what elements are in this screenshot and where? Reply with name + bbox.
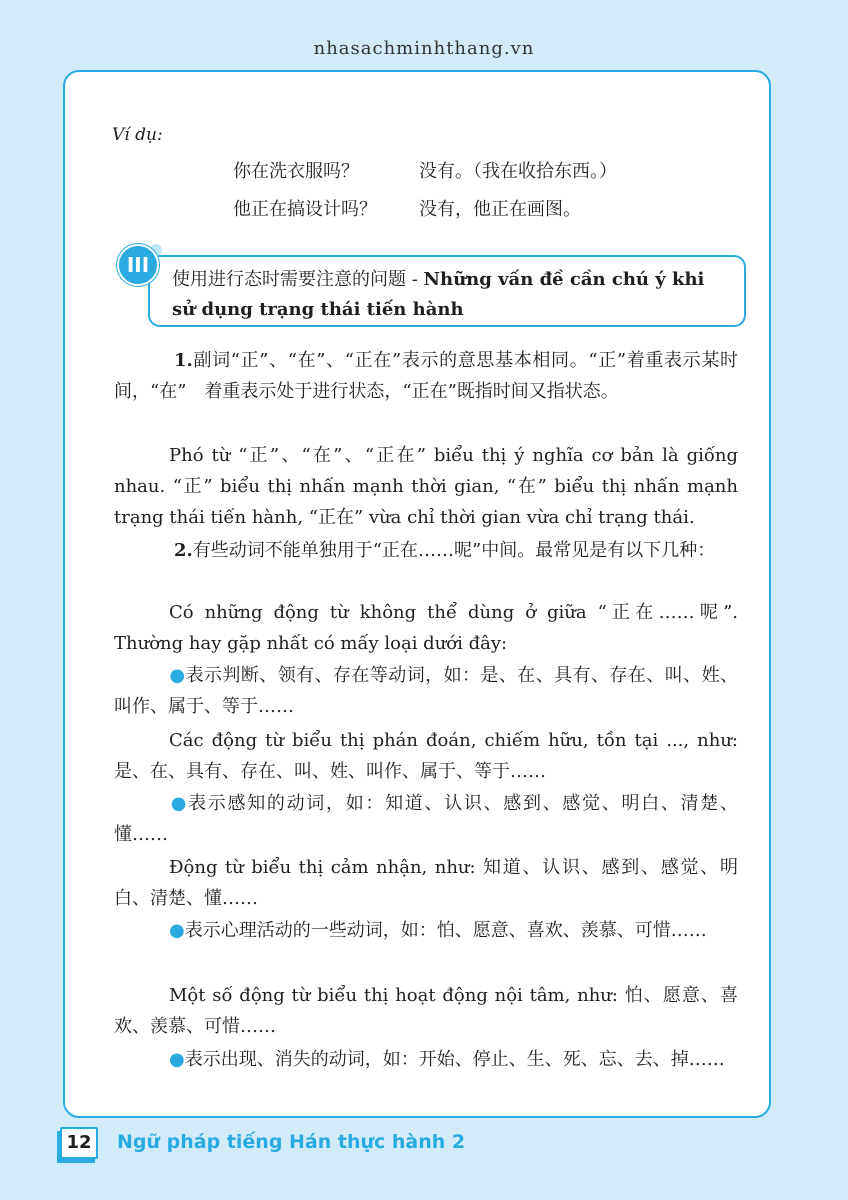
paragraph-translation — [114, 852, 738, 914]
example-row — [233, 157, 617, 183]
page-number: 12 — [60, 1127, 98, 1159]
content-card — [63, 70, 771, 1118]
example-question: 你在洗衣服吗？ — [233, 161, 359, 182]
bullet-text: 表示出现、消失的动词，如：开始、停止、生、死、忘、去、掉…… — [184, 1049, 725, 1070]
bullet-text: 表示感知的动词，如：知道、认识、感到、感觉、明白、清楚、懂…… — [114, 793, 738, 845]
paragraph-4 — [114, 597, 738, 659]
bullet-icon: ● — [169, 793, 189, 814]
paragraph-text: Các động từ biểu thị phán đoán, chiếm hữu, tồn tại ..., như: 是、在、具有、存在、叫、姓、叫作、属于、等于…… — [114, 730, 738, 782]
section-number-badge: III — [117, 244, 159, 286]
example-answer: 没有。（我在收拾东西。） — [419, 161, 617, 182]
paragraph-text: 副词“正”、“在”、“正在”表示的意思基本相同。“正”着重表示某时间，“在” 着重表示处于进行状态，“正在”既指时间又指状态。 — [114, 350, 738, 402]
paragraph-3 — [114, 535, 738, 566]
point-number: 1. — [174, 350, 193, 371]
site-url: nhasachminhthang.vn — [313, 38, 535, 59]
section-header — [148, 255, 746, 327]
paragraph-translation — [114, 725, 738, 787]
section-title-cn: 使用进行态时需要注意的问题 - — [172, 269, 424, 290]
paragraph-text: 有些动词不能单独用于“正在……呢”中间。最常见是有以下几种： — [192, 540, 716, 561]
paragraph-text: Một số động từ biểu thị hoạt động nội tâm, như: 怕、愿意、喜欢、羡慕、可惜…… — [114, 985, 738, 1037]
bullet-item — [114, 788, 738, 850]
bullet-icon: ● — [169, 1049, 185, 1070]
example-row — [233, 195, 581, 221]
paragraph-text: Động từ biểu thị cảm nhận, như: 知道、认识、感到、感觉、明白、清楚、懂…… — [114, 857, 738, 909]
example-question: 他正在搞设计吗？ — [233, 199, 377, 220]
example-answer: 没有，他正在画图。 — [419, 199, 581, 220]
paragraph-text: Có những động từ không thể dùng ở giữa “正在……呢”. Thường hay gặp nhất có mấy loại dưới đây: — [114, 602, 738, 654]
paragraph-translation — [114, 980, 738, 1042]
bullet-item — [114, 915, 738, 946]
section-title — [172, 265, 732, 325]
point-number: 2. — [174, 540, 193, 561]
bullet-text: 表示判断、领有、存在等动词，如：是、在、具有、存在、叫、姓、叫作、属于、等于…… — [114, 665, 738, 717]
example-label: Ví dụ: — [112, 125, 163, 145]
bullet-icon: ● — [169, 920, 185, 941]
bullet-icon: ● — [169, 665, 186, 686]
bullet-text: 表示心理活动的一些动词，如：怕、愿意、喜欢、羡慕、可惜…… — [184, 920, 707, 941]
paragraph-text: Phó từ “正”、“在”、“正在” biểu thị ý nghĩa cơ bản là giống nhau. “正” biểu thị nhấn mạnh thời gian, “在” biểu thị nhấn mạnh trạng thái tiến hành, “正在” vừa chỉ thời gian vừa chỉ trạng thái. — [114, 445, 738, 528]
bullet-item — [114, 1044, 738, 1075]
paragraph-2 — [114, 440, 738, 533]
bullet-item — [114, 660, 738, 722]
paragraph-1 — [114, 345, 738, 407]
section-title-vn: Những vấn đề cần chú ý khi sử dụng trạng thái tiến hành — [172, 269, 705, 320]
book-title: Ngữ pháp tiếng Hán thực hành 2 — [117, 1131, 466, 1153]
